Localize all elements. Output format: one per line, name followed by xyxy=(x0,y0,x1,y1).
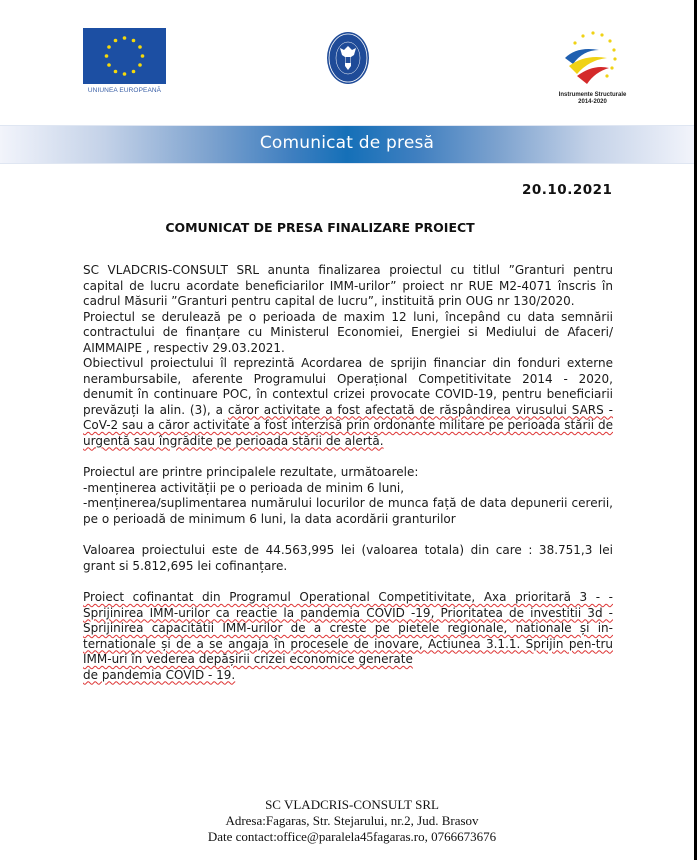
paragraph-financing: Proiect cofinantat din Programul Operational Competitivitate, Axa prioritară 3 - - Sprijinirea IMM-urilor ca reactie la pandemia COVID -19, Prioritatea de investitii 3d - Sprijinirea capacitătii IMM-urilor de a creste pe pietele regionale, nationale și in-ternationale și de a se angaja în procesele de inovare, Actiunea 3.1.1. Sprijin pen-tru IMM-uri în vederea depășirii crizei economice generate xyxy=(83,590,613,666)
result-item-1: -menținerea activității pe o perioada de minim 6 luni, xyxy=(83,480,405,495)
paragraph-duration: Proiectul se derulează pe o perioada de maxim 12 luni, începând cu data semnării contractului de finanțare cu Ministerul Economiei, Energiei si Mediului de Afaceri/ AIMMAIPE , respectiv 29.03.2021. xyxy=(83,309,613,355)
eu-caption: UNIUNEA EUROPEANĂ xyxy=(87,87,162,94)
objective-text: Obiectivul proiectului îl reprezintă Acordarea de sprijin financiar din fonduri externe nerambursabile, aferente Programului Operațional Competitivitate 2014 - 2020, denumit în continuare POC, în contextul crizei provocate COVID-19, pentru beneficiarii prevăzuți la alin. (3), a xyxy=(83,356,613,417)
result-item-2: -menținerea/suplimentarea numărului locurilor de munca față de data depunerii cererii, pe o perioadă de minimum 6 luni, la data acordării granturilor xyxy=(83,496,613,526)
structural-instruments-icon xyxy=(555,28,630,88)
document-title xyxy=(0,220,694,235)
document-title-text: COMUNICAT DE PRESA FINALIZARE PROIECT xyxy=(165,220,475,235)
footer xyxy=(0,797,694,845)
footer-contact: Date contact:office@paralela45fagaras.ro, 0766673676 xyxy=(207,829,497,844)
document-date: 20.10.2021 xyxy=(522,182,613,198)
paragraph-announcement: SC VLADCRIS-CONSULT SRL anunta finalizarea proiectul cu titlul ”Granturi pentru capital de lucru acordate beneficiarilor IMM-urilor” proiect nr RUE M2-4071 înscris în cadrul Măsurii ”Granturi pentru capital de lucru”, instituită prin OUG nr 130/2020. xyxy=(83,263,613,308)
banner-title: Comunicat de presă xyxy=(259,133,435,153)
structural-instruments-caption-2: 2014-2020 xyxy=(578,99,607,105)
paragraph-project-value: Valoarea proiectului este de 44.563,995 lei (valoarea totala) din care : 38.751,3 lei grant si 5.812,695 lei cofinanțare. xyxy=(83,543,613,573)
structural-instruments-logo xyxy=(555,28,630,110)
romanian-government-logo xyxy=(320,30,376,86)
results-intro: Proiectul are printre principalele rezultate, următoarele: xyxy=(83,465,419,479)
structural-instruments-caption-1: Instrumente Structurale xyxy=(558,92,627,98)
paragraph-objective xyxy=(83,356,613,449)
eu-logo xyxy=(83,28,166,93)
footer-company: SC VLADCRIS-CONSULT SRL xyxy=(265,797,439,812)
government-seal-icon xyxy=(320,30,376,86)
document-body xyxy=(83,263,613,683)
footer-address: Adresa:Fagaras, Str. Stejarului, nr.2, Jud. Brasov xyxy=(225,813,479,828)
objective-text-spellchecked: căror activitate a fost afectată de răspândirea virusului SARS - CoV-2 sau a căror activitate a fost interzisă prin ordonante militare pe perioada stării de urgentă sau îngrădite pe perioada stării de alertă. xyxy=(83,402,614,448)
eu-flag-icon xyxy=(83,28,166,84)
paragraph-financing-end: de pandemia COVID - 19. xyxy=(83,667,236,682)
press-release-banner xyxy=(0,125,694,164)
